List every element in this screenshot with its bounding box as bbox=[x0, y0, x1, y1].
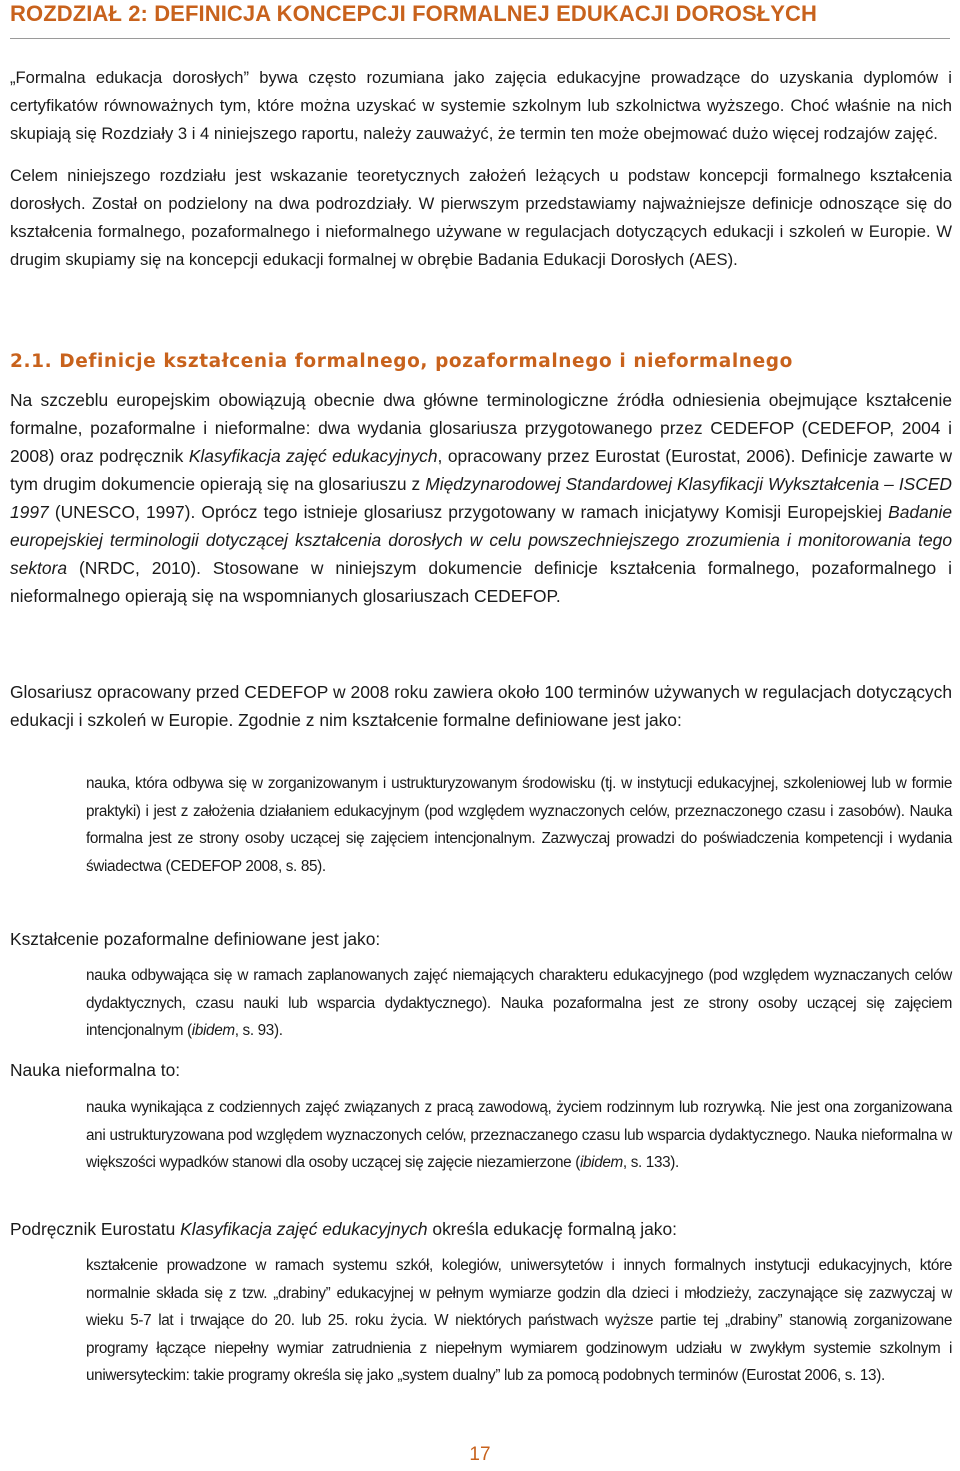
text-run: , opracowany przez Eurostat (Eurostat, 2006). Definicje zawarte w tym drugim dokumencie opierają się na glosariuszu z bbox=[10, 446, 953, 494]
title-reference: Badanie europejskiej terminologii dotyczącej kształcenia dorosłych w celu powszechniejszego zrozumienia i monitorowania tego sektora bbox=[10, 502, 952, 578]
label-eurostat bbox=[10, 1215, 677, 1243]
citation-ibidem: ibidem bbox=[191, 1022, 235, 1039]
title-divider bbox=[10, 38, 950, 39]
text-run: , s. 93). bbox=[234, 1022, 283, 1039]
quote-text: kształcenie prowadzone w ramach systemu szkół, kolegiów, uniwersytetów i innych formalnych instytucji edukacyjnych, które normalnie składa się z tzw. „drabiny” edukacyjnej w pełnym wymiarze godzin dla dzieci i młodzieży, zaczynające się zazwyczaj w wieku 5-7 lat i trwające do 20. lub 25. roku życia. W niektórych państwach wyższe partie tej „drabiny” stanowią zorganizowane programy łączące niepełny wymiar zatrudnienia z niepełnym wymiarem godzinowym udziału w zwykłym systemie szkolnym i uniwersyteckim: takie programy określa się jako „system dualny” lub za pomocą podobnych terminów (Eurostat 2006, s. 13). bbox=[86, 1257, 952, 1384]
label-non-formal: Kształcenie pozaformalne definiowane jest jako: bbox=[10, 929, 381, 949]
chapter-title: ROZDZIAŁ 2: DEFINICJA KONCEPCJI FORMALNEJ EDUKACJI DOROSŁYCH bbox=[10, 1, 818, 26]
text-run: (NRDC, 2010). Stosowane w niniejszym dokumencie definicje kształcenia formalnego, pozaformalnego i nieformalnego opierają się na wspomnianych glosariuszach CEDEFOP. bbox=[10, 558, 952, 606]
intro-paragraph-1: „Formalna edukacja dorosłych” bywa często rozumiana jako zajęcia edukacyjne prowadzące do uzyskania dyplomów i certyfikatów równoważnych tym, które można uzyskać w systemie szkolnym lub szkolnictwa wyższego. Choć właśnie na nich skupiają się Rozdziały 3 i 4 niniejszego raportu, należy zauważyć, że termin ten może obejmować dużo więcej rodzajów zajęć. bbox=[10, 68, 952, 143]
text-run: nauka wynikająca z codziennych zajęć związanych z pracą zawodową, życiem rodzinnym lub rozrywką. Nie jest ona zorganizowana ani ustrukturyzowana pod względem wyznaczonych celów, przeznaczanego czasu lub wsparcia dydaktycznego. Nauka nieformalna w większości wypadków stanowi dla osoby uczącej się zajęcie niezamierzone ( bbox=[86, 1099, 952, 1171]
paragraph-text: Glosariusz opracowany przed CEDEFOP w 2008 roku zawiera około 100 terminów używanych w regulacjach dotyczących edukacji i szkoleń w Europie. Zgodnie z nim kształcenie formalne definiowane jest jako: bbox=[10, 682, 952, 730]
text-run: Na szczeblu europejskim obowiązują obecnie dwa główne terminologiczne źródła odniesienia obejmujące kształcenie formalne, pozaformalne i nieformalne: dwa wydania glosariusza przygotowanego przez CEDEFOP (CEDEFOP, 2004 i 2008) oraz podręcznik bbox=[10, 390, 952, 466]
quote-text: nauka, która odbywa się w zorganizowanym i ustrukturyzowanym środowisku (tj. w instytucji edukacyjnej, szkoleniowej lub w formie praktyki) i jest z założenia działaniem edukacyjnym (pod względem wyznaczonych celów, przeznaczonego czasu i zasobów). Nauka formalna jest ze strony osoby uczącej się zajęciem intencjonalnym. Zazwyczaj prowadzi do poświadczenia kompetencji i wydania świadectwa (CEDEFOP 2008, s. 85). bbox=[86, 775, 952, 875]
intro-paragraph-2: Celem niniejszego rozdziału jest wskazanie teoretycznych założeń leżących u podstaw koncepcji formalnego kształcenia dorosłych. Został on podzielony na dwa podrozdziały. W pierwszym przedstawiamy najważniejsze definicje odnoszące się do kształcenia formalnego, pozaformalnego i nieformalnego używane w regulacjach dotyczących edukacji i szkoleń w Europie. W drugim skupiamy się na koncepcji edukacji formalnej w obrębie Badania Edukacji Dorosłych (AES). bbox=[10, 166, 952, 269]
quote-formal-learning bbox=[86, 770, 952, 880]
text-run: (UNESCO, 1997). Oprócz tego istnieje glosariusz przygotowany w ramach inicjatywy Komisji Europejskiej bbox=[48, 502, 889, 522]
quote-non-formal-learning bbox=[86, 962, 952, 1045]
section-heading: 2.1. Definicje kształcenia formalnego, pozaformalnego i nieformalnego bbox=[10, 351, 793, 372]
section-paragraph-2 bbox=[10, 678, 952, 734]
title-reference: Klasyfikacja zajęć edukacyjnych bbox=[188, 446, 438, 466]
quote-eurostat bbox=[86, 1252, 952, 1390]
citation-ibidem: ibidem bbox=[579, 1154, 623, 1171]
title-reference: Międzynarodowej Standardowej Klasyfikacji Wykształcenia – ISCED 1997 bbox=[10, 474, 952, 522]
text-run: nauka odbywająca się w ramach zaplanowanych zajęć niemających charakteru edukacyjnego (pod względem wyznaczanych celów dydaktycznych, czasu nauki lub wsparcia dydaktycznego). Nauka pozaformalna jest ze strony osoby uczącej się zajęciem intencjonalnym ( bbox=[86, 967, 952, 1039]
quote-informal-learning bbox=[86, 1094, 952, 1177]
label-informal: Nauka nieformalna to: bbox=[10, 1060, 181, 1080]
text-run: określa edukację formalną jako: bbox=[427, 1219, 677, 1239]
text-run: Podręcznik Eurostatu bbox=[10, 1219, 181, 1239]
title-reference: Klasyfikacja zajęć edukacyjnych bbox=[180, 1219, 428, 1239]
intro-block bbox=[10, 64, 952, 274]
text-run: , s. 133). bbox=[622, 1154, 679, 1171]
section-paragraph-1 bbox=[10, 386, 952, 610]
page-number: 17 bbox=[469, 1444, 491, 1465]
